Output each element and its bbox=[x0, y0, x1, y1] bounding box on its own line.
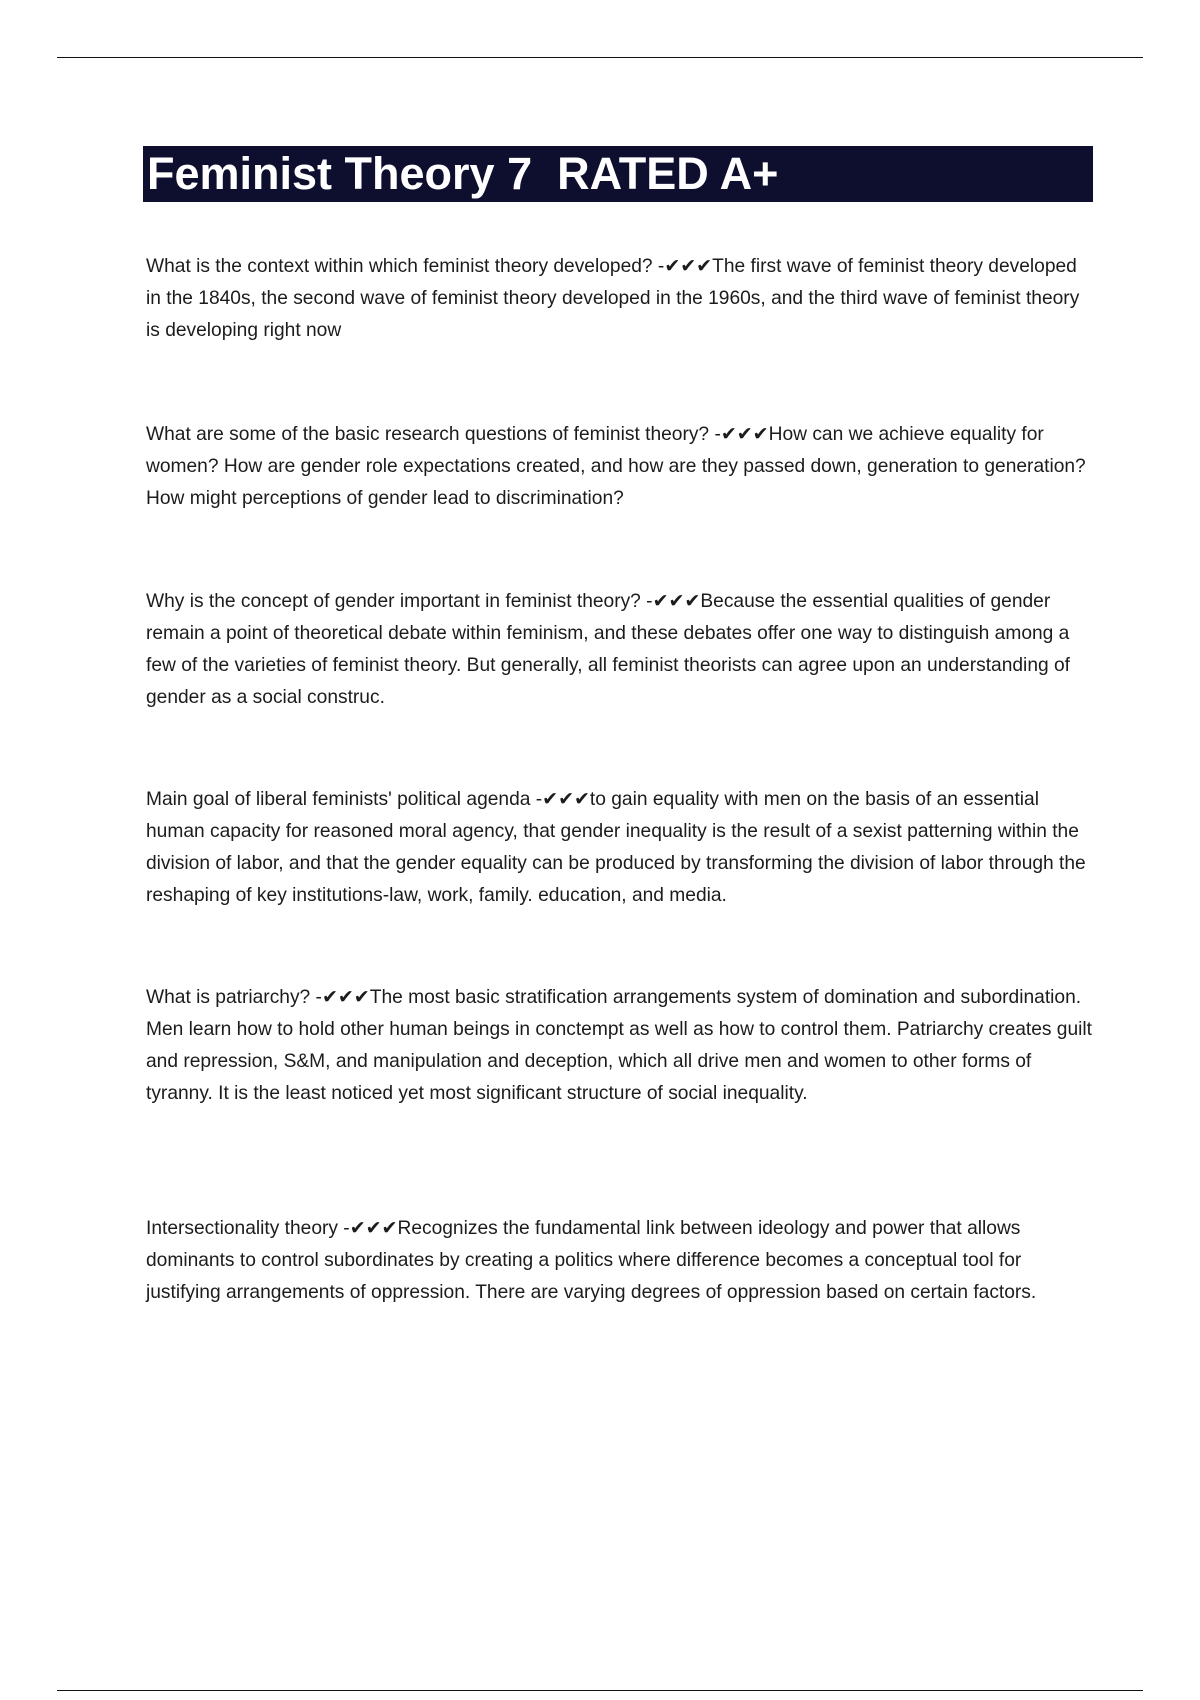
answer-text: Because the essential qualities of gender remain a point of theoretical debate within feminism, and these debates offer one way to distinguish among a few of the varieties of feminist theory. But generally, all feminist theorists can agree upon an understanding of gender as a social construc. bbox=[146, 591, 1070, 708]
qa-item bbox=[146, 418, 1096, 515]
checkmark-icon: ✔✔✔ bbox=[664, 255, 713, 277]
answer-text: How can we achieve equality for women? How are gender role expectations created, and how are they passed down, generation to generation? How might perceptions of gender lead to discrimination? bbox=[146, 424, 1086, 509]
checkmark-icon: ✔✔✔ bbox=[349, 1217, 398, 1239]
qa-item bbox=[146, 1212, 1096, 1309]
answer-text: Recognizes the fundamental link between ideology and power that allows dominants to control subordinates by creating a politics where difference becomes a conceptual tool for justifying arrangements of oppression. There are varying degrees of oppression based on certain factors. bbox=[146, 1218, 1037, 1303]
answer-text: to gain equality with men on the basis of an essential human capacity for reasoned moral agency, that gender inequality is the result of a sexist patterning within the division of labor, and that the gender equality can be produced by transforming the division of labor through the reshaping of key institutions-law, work, family. education, and media. bbox=[146, 789, 1086, 906]
qa-item bbox=[146, 250, 1096, 347]
question-text: Main goal of liberal feminists' political agenda - bbox=[146, 789, 543, 810]
question-text: What is patriarchy? - bbox=[146, 987, 322, 1008]
checkmark-icon: ✔✔✔ bbox=[542, 788, 590, 810]
qa-item bbox=[146, 783, 1096, 912]
question-text: What is the context within which feminist theory developed? - bbox=[146, 256, 665, 277]
question-text: What are some of the basic research questions of feminist theory? - bbox=[146, 424, 721, 445]
question-text: Why is the concept of gender important in feminist theory? - bbox=[146, 591, 653, 612]
qa-item bbox=[146, 981, 1096, 1110]
top-rule bbox=[57, 57, 1143, 58]
answer-text: The most basic stratification arrangements system of domination and subordination. Men learn how to hold other human beings in conctempt as well as how to control them. Patriarchy creates guilt and repression, S&M, and manipulation and deception, which all drive men and women to other forms of tyranny. It is the least noticed yet most significant structure of social inequality. bbox=[146, 987, 1093, 1104]
checkmark-icon: ✔✔✔ bbox=[720, 423, 769, 445]
title-banner bbox=[143, 146, 1093, 202]
bottom-rule bbox=[57, 1690, 1143, 1691]
document-title: Feminist Theory 7 RATED A+ bbox=[147, 148, 779, 199]
qa-item bbox=[146, 585, 1096, 714]
answer-text: The first wave of feminist theory developed in the 1840s, the second wave of feminist theory developed in the 1960s, and the third wave of feminist theory is developing right now bbox=[146, 256, 1080, 341]
question-text: Intersectionality theory - bbox=[146, 1218, 350, 1239]
checkmark-icon: ✔✔✔ bbox=[321, 986, 370, 1008]
checkmark-icon: ✔✔✔ bbox=[652, 590, 701, 612]
